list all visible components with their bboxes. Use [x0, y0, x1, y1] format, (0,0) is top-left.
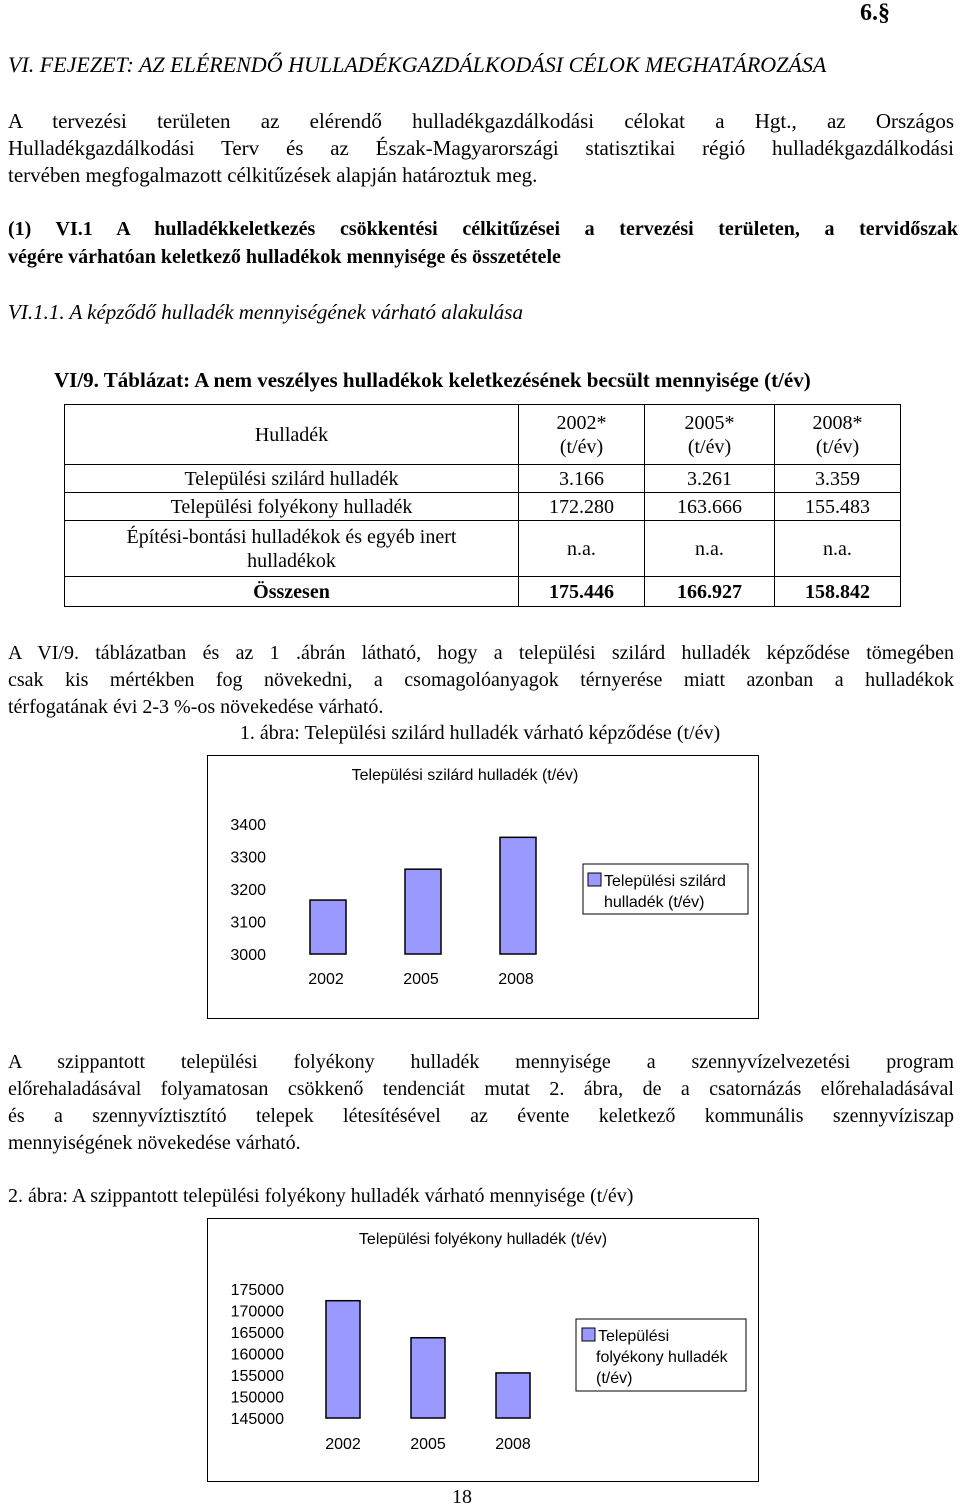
paragraph-line: előrehaladásával folyamatosan csökkenő tendenciát mutat 2. ábra, de a csatornázás előrehaladásával	[8, 1078, 954, 1100]
chart1-y-tick-label: 3200	[230, 882, 266, 899]
paragraph-line: A szippantott települési folyékony hulladék mennyisége a szennyvízelvezetési program	[8, 1051, 954, 1073]
chart2-legend-text: Települési	[598, 1328, 670, 1345]
chart1-x-tick-label: 2005	[403, 971, 439, 988]
chart1-legend	[583, 864, 748, 914]
intro-paragraph-line: Hulladékgazdálkodási Terv és az Észak-Magyarországi statisztikai régió hulladékgazdálkodási	[8, 136, 954, 160]
chart1-bar-2002	[310, 900, 346, 954]
subsection-heading: VI.1.1. A képződő hulladék mennyiségének várható alakulása	[8, 300, 523, 324]
section-heading: (1) VI.1 A hulladékkeletkezés csökkentési célkitűzései a tervezési területen, a tervidőszak	[8, 218, 958, 240]
chart1-y-tick-label: 3300	[230, 849, 266, 867]
intro-paragraph-line: A tervezési területen az elérendő hulladékgazdálkodási célokat a Hgt., az Országos	[8, 109, 954, 133]
table-cell: Települési szilárd hulladék	[65, 465, 519, 493]
chart1-y-axis	[230, 817, 266, 964]
table-cell: 163.666	[645, 493, 775, 521]
page-section-mark: 6.§	[860, 0, 890, 26]
waste-table	[64, 404, 901, 607]
table-row	[65, 521, 901, 577]
table-header-row	[65, 405, 901, 465]
table-cell-text: hulladékok	[247, 549, 336, 572]
chart2-y-tick-label: 160000	[230, 1346, 284, 1364]
table-caption: VI/9. Táblázat: A nem veszélyes hulladékok keletkezésének becsült mennyisége (t/év)	[54, 368, 811, 392]
chart1-svg	[208, 756, 758, 1018]
chart1-title: Települési szilárd hulladék (t/év)	[351, 767, 579, 784]
table-cell	[65, 521, 519, 577]
chart1-y-tick-label: 3000	[230, 947, 266, 964]
chart2-bar-2002	[326, 1301, 360, 1418]
intro-paragraph-line: tervében megfogalmazott célkitűzések alapján határoztuk meg.	[8, 163, 538, 187]
table-cell: 166.927	[645, 577, 775, 607]
paragraph-line: térfogatának évi 2-3 %-os növekedése várható.	[8, 696, 384, 718]
table-header-text: Hulladék	[254, 423, 329, 446]
chart2-svg	[208, 1219, 758, 1481]
table-header-text: 2008*	[812, 411, 863, 434]
chart2-legend	[576, 1319, 746, 1391]
paragraph-line: A VI/9. táblázatban és az 1 .ábrán látható, hogy a települési szilárd hulladék képződése tömegében	[8, 642, 954, 664]
chart2-frame	[207, 1218, 759, 1482]
chart2-bars	[326, 1301, 530, 1418]
table-cell: Települési folyékony hulladék	[65, 493, 519, 521]
table-header-unit: (t/év)	[559, 435, 604, 458]
table-header-cell	[519, 405, 645, 465]
chart2-bar-2005	[411, 1338, 445, 1418]
chart2-x-tick-label: 2002	[325, 1436, 361, 1453]
chart1-legend-text: Települési szilárd	[604, 873, 726, 890]
table-header-unit: (t/év)	[815, 435, 860, 458]
chapter-title: VI. FEJEZET: AZ ELÉRENDŐ HULLADÉKGAZDÁLKODÁSI CÉLOK MEGHATÁROZÁSA	[8, 52, 827, 77]
table-row	[65, 465, 901, 493]
chart1-legend-text: hulladék (t/év)	[604, 894, 705, 911]
table-cell: n.a.	[775, 521, 901, 577]
table-cell: 3.359	[775, 465, 901, 493]
table-header-cell	[775, 405, 901, 465]
chart1-y-tick-label: 3400	[230, 817, 266, 834]
table-header-text: 2005*	[684, 411, 735, 434]
chart2-x-axis	[325, 1436, 531, 1453]
chart1-bar-2008	[500, 837, 536, 954]
chart2-x-tick-label: 2008	[495, 1436, 531, 1453]
chart2-legend-text: folyékony hulladék	[596, 1349, 728, 1366]
table-cell: 3.261	[645, 465, 775, 493]
chart1-x-tick-label: 2008	[498, 971, 534, 988]
table-cell: 172.280	[519, 493, 645, 521]
chart1-bars	[310, 837, 536, 954]
paragraph-line: mennyiségének növekedése várható.	[8, 1132, 301, 1154]
chart2-title: Települési folyékony hulladék (t/év)	[358, 1231, 608, 1248]
chart2-y-tick-label: 165000	[230, 1325, 284, 1342]
figure2-caption: 2. ábra: A szippantott települési folyékony hulladék várható mennyisége (t/év)	[8, 1185, 634, 1207]
table-header-cell	[645, 405, 775, 465]
chart2-y-tick-label: 175000	[230, 1282, 284, 1299]
table-cell: 3.166	[519, 465, 645, 493]
figure1-caption: 1. ábra: Települési szilárd hulladék várható képződése (t/év)	[239, 722, 721, 744]
chart2-y-tick-label: 170000	[230, 1303, 284, 1321]
section-heading: végére várhatóan keletkező hulladékok mennyisége és összetétele	[8, 246, 561, 268]
table-cell: n.a.	[645, 521, 775, 577]
table-header-text: 2002*	[556, 411, 607, 434]
table-cell: 155.483	[775, 493, 901, 521]
chart1-x-axis	[308, 971, 534, 988]
chart2-y-axis	[231, 1282, 284, 1428]
chart2-x-tick-label: 2005	[410, 1436, 446, 1453]
page-number: 18	[452, 1486, 472, 1508]
chart1-bar-2005	[405, 869, 441, 954]
table-cell: Összesen	[65, 577, 519, 607]
table-cell: 175.446	[519, 577, 645, 607]
chart1-y-tick-label: 3100	[230, 914, 266, 932]
chart1-legend-swatch	[588, 873, 601, 886]
chart1-x-tick-label: 2002	[308, 971, 344, 988]
table-row	[65, 493, 901, 521]
table-header-cell	[65, 405, 519, 465]
paragraph-line: és a szennyvíztisztító telepek létesítésével az évente keletkező kommunális szennyvíziszap	[8, 1105, 954, 1127]
table-cell: n.a.	[519, 521, 645, 577]
chart2-legend-swatch	[582, 1328, 595, 1341]
table-total-row	[65, 577, 901, 607]
paragraph-line: csak kis mértékben fog növekedni, a csomagolóanyagok térnyerése miatt azonban a hulladékok	[8, 669, 954, 691]
chart1-frame	[207, 755, 759, 1019]
table-header-unit: (t/év)	[687, 435, 732, 458]
chart2-bar-2008	[496, 1373, 530, 1418]
chart2-y-tick-label: 150000	[230, 1389, 284, 1407]
chart2-y-tick-label: 145000	[230, 1411, 284, 1428]
chart2-y-tick-label: 155000	[230, 1368, 284, 1385]
table-cell: 158.842	[775, 577, 901, 607]
chart2-legend-text: (t/év)	[596, 1370, 633, 1387]
table-cell-text: Építési-bontási hulladékok és egyéb inert	[126, 525, 457, 548]
